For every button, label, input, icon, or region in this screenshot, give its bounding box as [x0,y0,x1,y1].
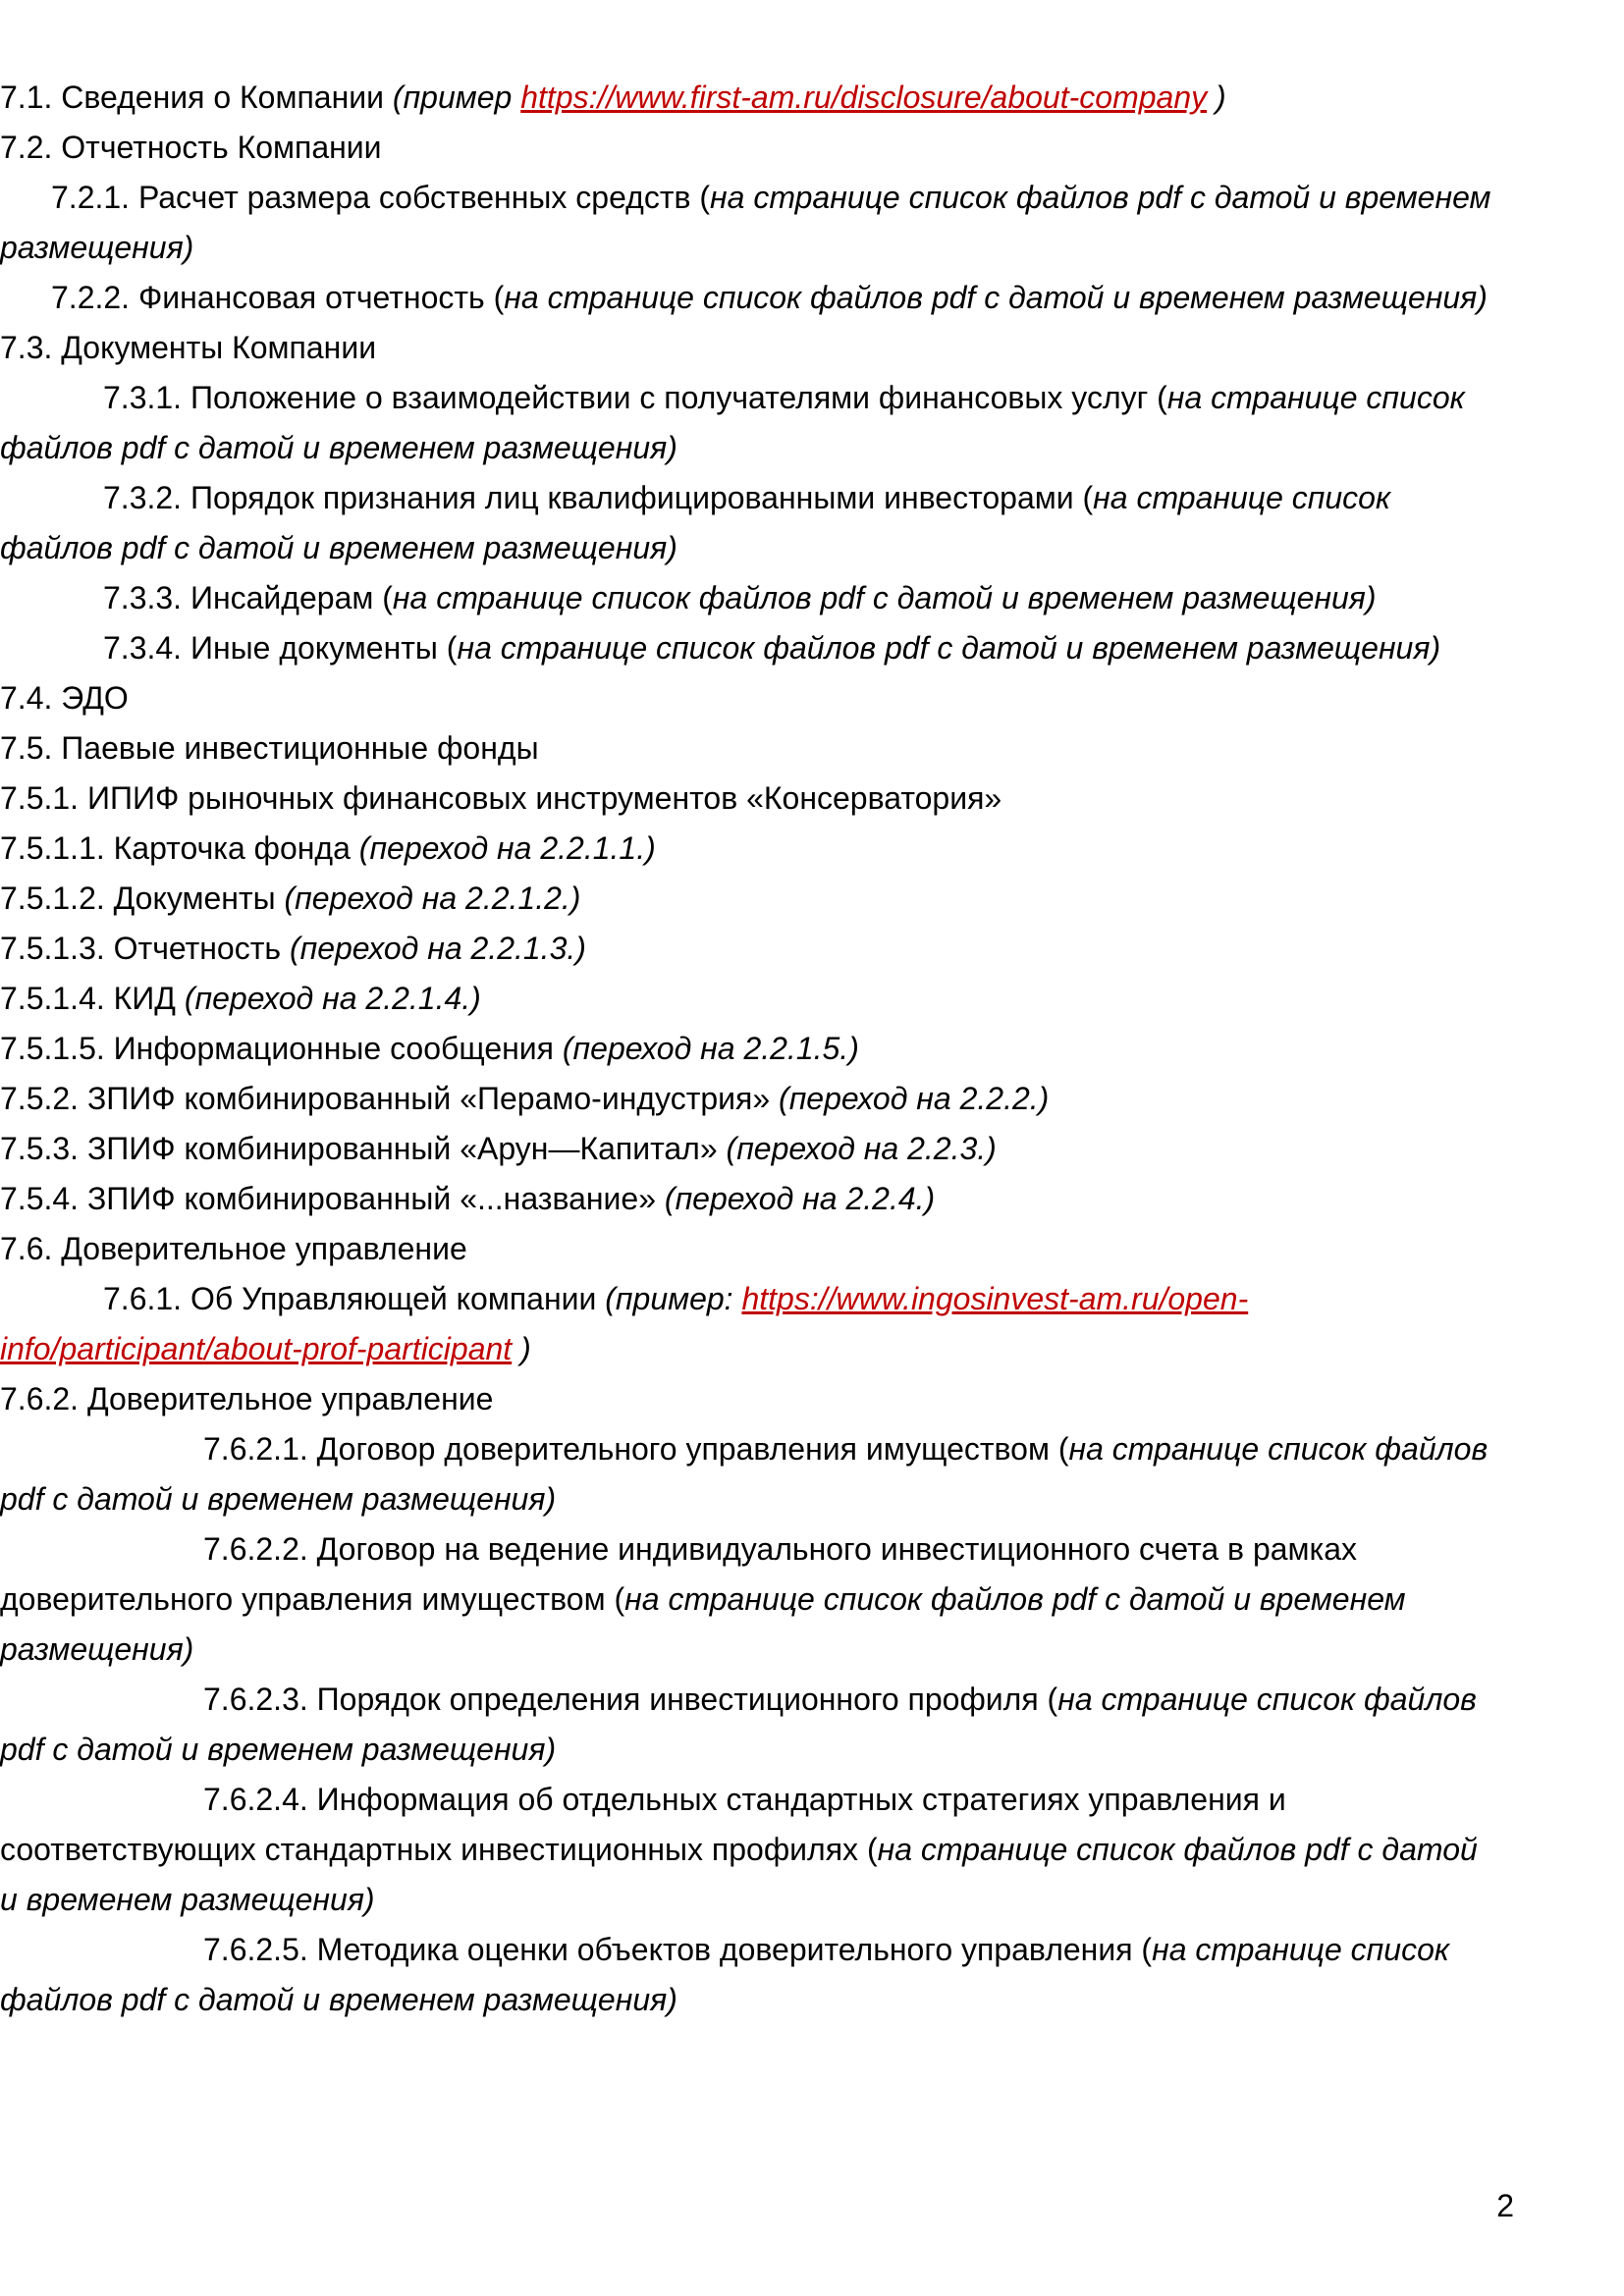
text-run: на странице список файлов pdf с датой и временем размещения) [0,1682,1477,1767]
text-run: на странице список файлов pdf с датой и временем размещения) [392,580,1377,615]
text-run: 7.6.2.3. Порядок определения инвестиционного профиля ( [203,1682,1058,1717]
text-run: 7.5.1. ИПИФ рыночных финансовых инструментов «Консерватория» [0,780,1002,816]
document-body [0,73,1496,2025]
list-item-7.3.3 [0,573,1496,623]
text-run: 7.2.2. Финансовая отчетность ( [51,280,505,315]
text-run: на странице список файлов pdf с датой и временем размещения) [0,1932,1449,2017]
list-item-7.6.2.4 [0,1775,1496,1925]
list-item-7.2 [0,123,1496,173]
text-run: 7.3.1. Положение о взаимодействии с получателями финансовых услуг ( [103,380,1167,415]
text-run: на странице список файлов pdf с датой и временем размещения) [457,630,1441,666]
hyperlink[interactable]: https://www.first-am.ru/disclosure/about-company [520,80,1208,115]
hyperlink[interactable]: https://www.ingosinvest-am.ru/open-info/participant/about-prof-participant [0,1281,1249,1366]
text-run: (переход на 2.2.1.5.) [562,1031,859,1066]
text-run: 7.3.2. Порядок признания лиц квалифицированными инвесторами ( [103,480,1094,515]
text-run: (переход на 2.2.1.1.) [358,830,656,866]
list-item-7.5.1 [0,774,1496,824]
text-run: ) [512,1331,531,1366]
list-item-7.6.2 [0,1374,1496,1424]
list-item-7.6.1 [0,1274,1496,1374]
list-item-7.5.1.2 [0,874,1496,924]
list-item-7.2.2 [0,273,1496,323]
text-run: 7.2. Отчетность Компании [0,130,382,165]
text-run: 7.3. Документы Компании [0,330,377,365]
list-item-7.1 [0,73,1496,123]
text-run: 7.5.1.1. Карточка фонда [0,830,359,866]
text-run: 7.5. Паевые инвестиционные фонды [0,730,539,766]
text-run: (переход на 2.2.1.3.) [289,931,586,966]
text-run: 7.6.2.4. Информация об отдельных стандартных стратегиях управления и соответствующих стандартных инвестиционных профилях ( [0,1782,1286,1867]
text-run: на странице список файлов pdf с датой и временем размещения) [0,1431,1489,1517]
list-item-7.3.1 [0,373,1496,473]
list-item-7.3.2 [0,473,1496,573]
list-item-7.5.4 [0,1174,1496,1224]
list-item-7.5.1.1 [0,824,1496,874]
text-run: 7.5.3. ЗПИФ комбинированный «Арун—Капитал» [0,1131,727,1166]
list-item-7.3 [0,323,1496,373]
text-run: на странице список файлов pdf с датой и временем размещения) [0,480,1391,565]
list-item-7.5.1.5 [0,1024,1496,1074]
text-run: 7.5.1.3. Отчетность [0,931,290,966]
list-item-7.5.3 [0,1124,1496,1174]
text-run: ) [1207,80,1226,115]
text-run: 7.6.2.1. Договор доверительного управления имуществом ( [203,1431,1069,1467]
text-run: на странице список файлов pdf с датой и временем размещения) [0,1581,1406,1667]
list-item-7.6.2.5 [0,1925,1496,2025]
list-item-7.6 [0,1224,1496,1274]
text-run: на странице список файлов pdf с датой и временем размещения) [0,1832,1478,1917]
text-run: 7.6.2.2. Договор на ведение индивидуального инвестиционного счета в рамках доверительного управления имуществом ( [0,1531,1358,1617]
list-item-7.4 [0,673,1496,723]
text-run: 7.6.1. Об Управляющей компании [103,1281,606,1316]
text-run: 7.6. Доверительное управление [0,1231,467,1266]
text-run: (переход на 2.2.3.) [726,1131,997,1166]
text-run: 7.6.2. Доверительное управление [0,1381,494,1416]
list-item-7.6.2.2 [0,1524,1496,1675]
text-run: 7.2.1. Расчет размера собственных средств ( [51,180,711,215]
text-run: на странице список файлов pdf с датой и временем размещения) [0,180,1491,265]
page-number: 2 [1496,2188,1514,2223]
list-item-7.3.4 [0,623,1496,673]
list-item-7.5.1.3 [0,924,1496,974]
text-run: (переход на 2.2.1.4.) [184,981,481,1016]
list-item-7.5.2 [0,1074,1496,1124]
text-run: 7.6.2.5. Методика оценки объектов доверительного управления ( [203,1932,1153,1967]
list-item-7.5.1.4 [0,974,1496,1024]
list-item-7.5 [0,723,1496,774]
text-run: (пример: [605,1281,742,1316]
text-run: (переход на 2.2.4.) [664,1181,936,1216]
text-run: 7.1. Сведения о Компании [0,80,393,115]
text-run: (переход на 2.2.2.) [779,1081,1050,1116]
text-run: на странице список файлов pdf с датой и временем размещения) [504,280,1488,315]
list-item-7.6.2.1 [0,1424,1496,1524]
text-run: (пример [392,80,521,115]
text-run: 7.5.4. ЗПИФ комбинированный «...название» [0,1181,665,1216]
text-run: 7.3.3. Инсайдерам ( [103,580,393,615]
text-run: 7.3.4. Иные документы ( [103,630,458,666]
text-run: 7.5.2. ЗПИФ комбинированный «Перамо-индустрия» [0,1081,780,1116]
text-run: 7.4. ЭДО [0,680,129,716]
text-run: 7.5.1.4. КИД [0,981,185,1016]
text-run: на странице список файлов pdf с датой и временем размещения) [0,380,1465,465]
text-run: 7.5.1.5. Информационные сообщения [0,1031,563,1066]
text-run: 7.5.1.2. Документы [0,881,285,916]
list-item-7.2.1 [0,173,1496,273]
list-item-7.6.2.3 [0,1675,1496,1775]
text-run: (переход на 2.2.1.2.) [284,881,581,916]
